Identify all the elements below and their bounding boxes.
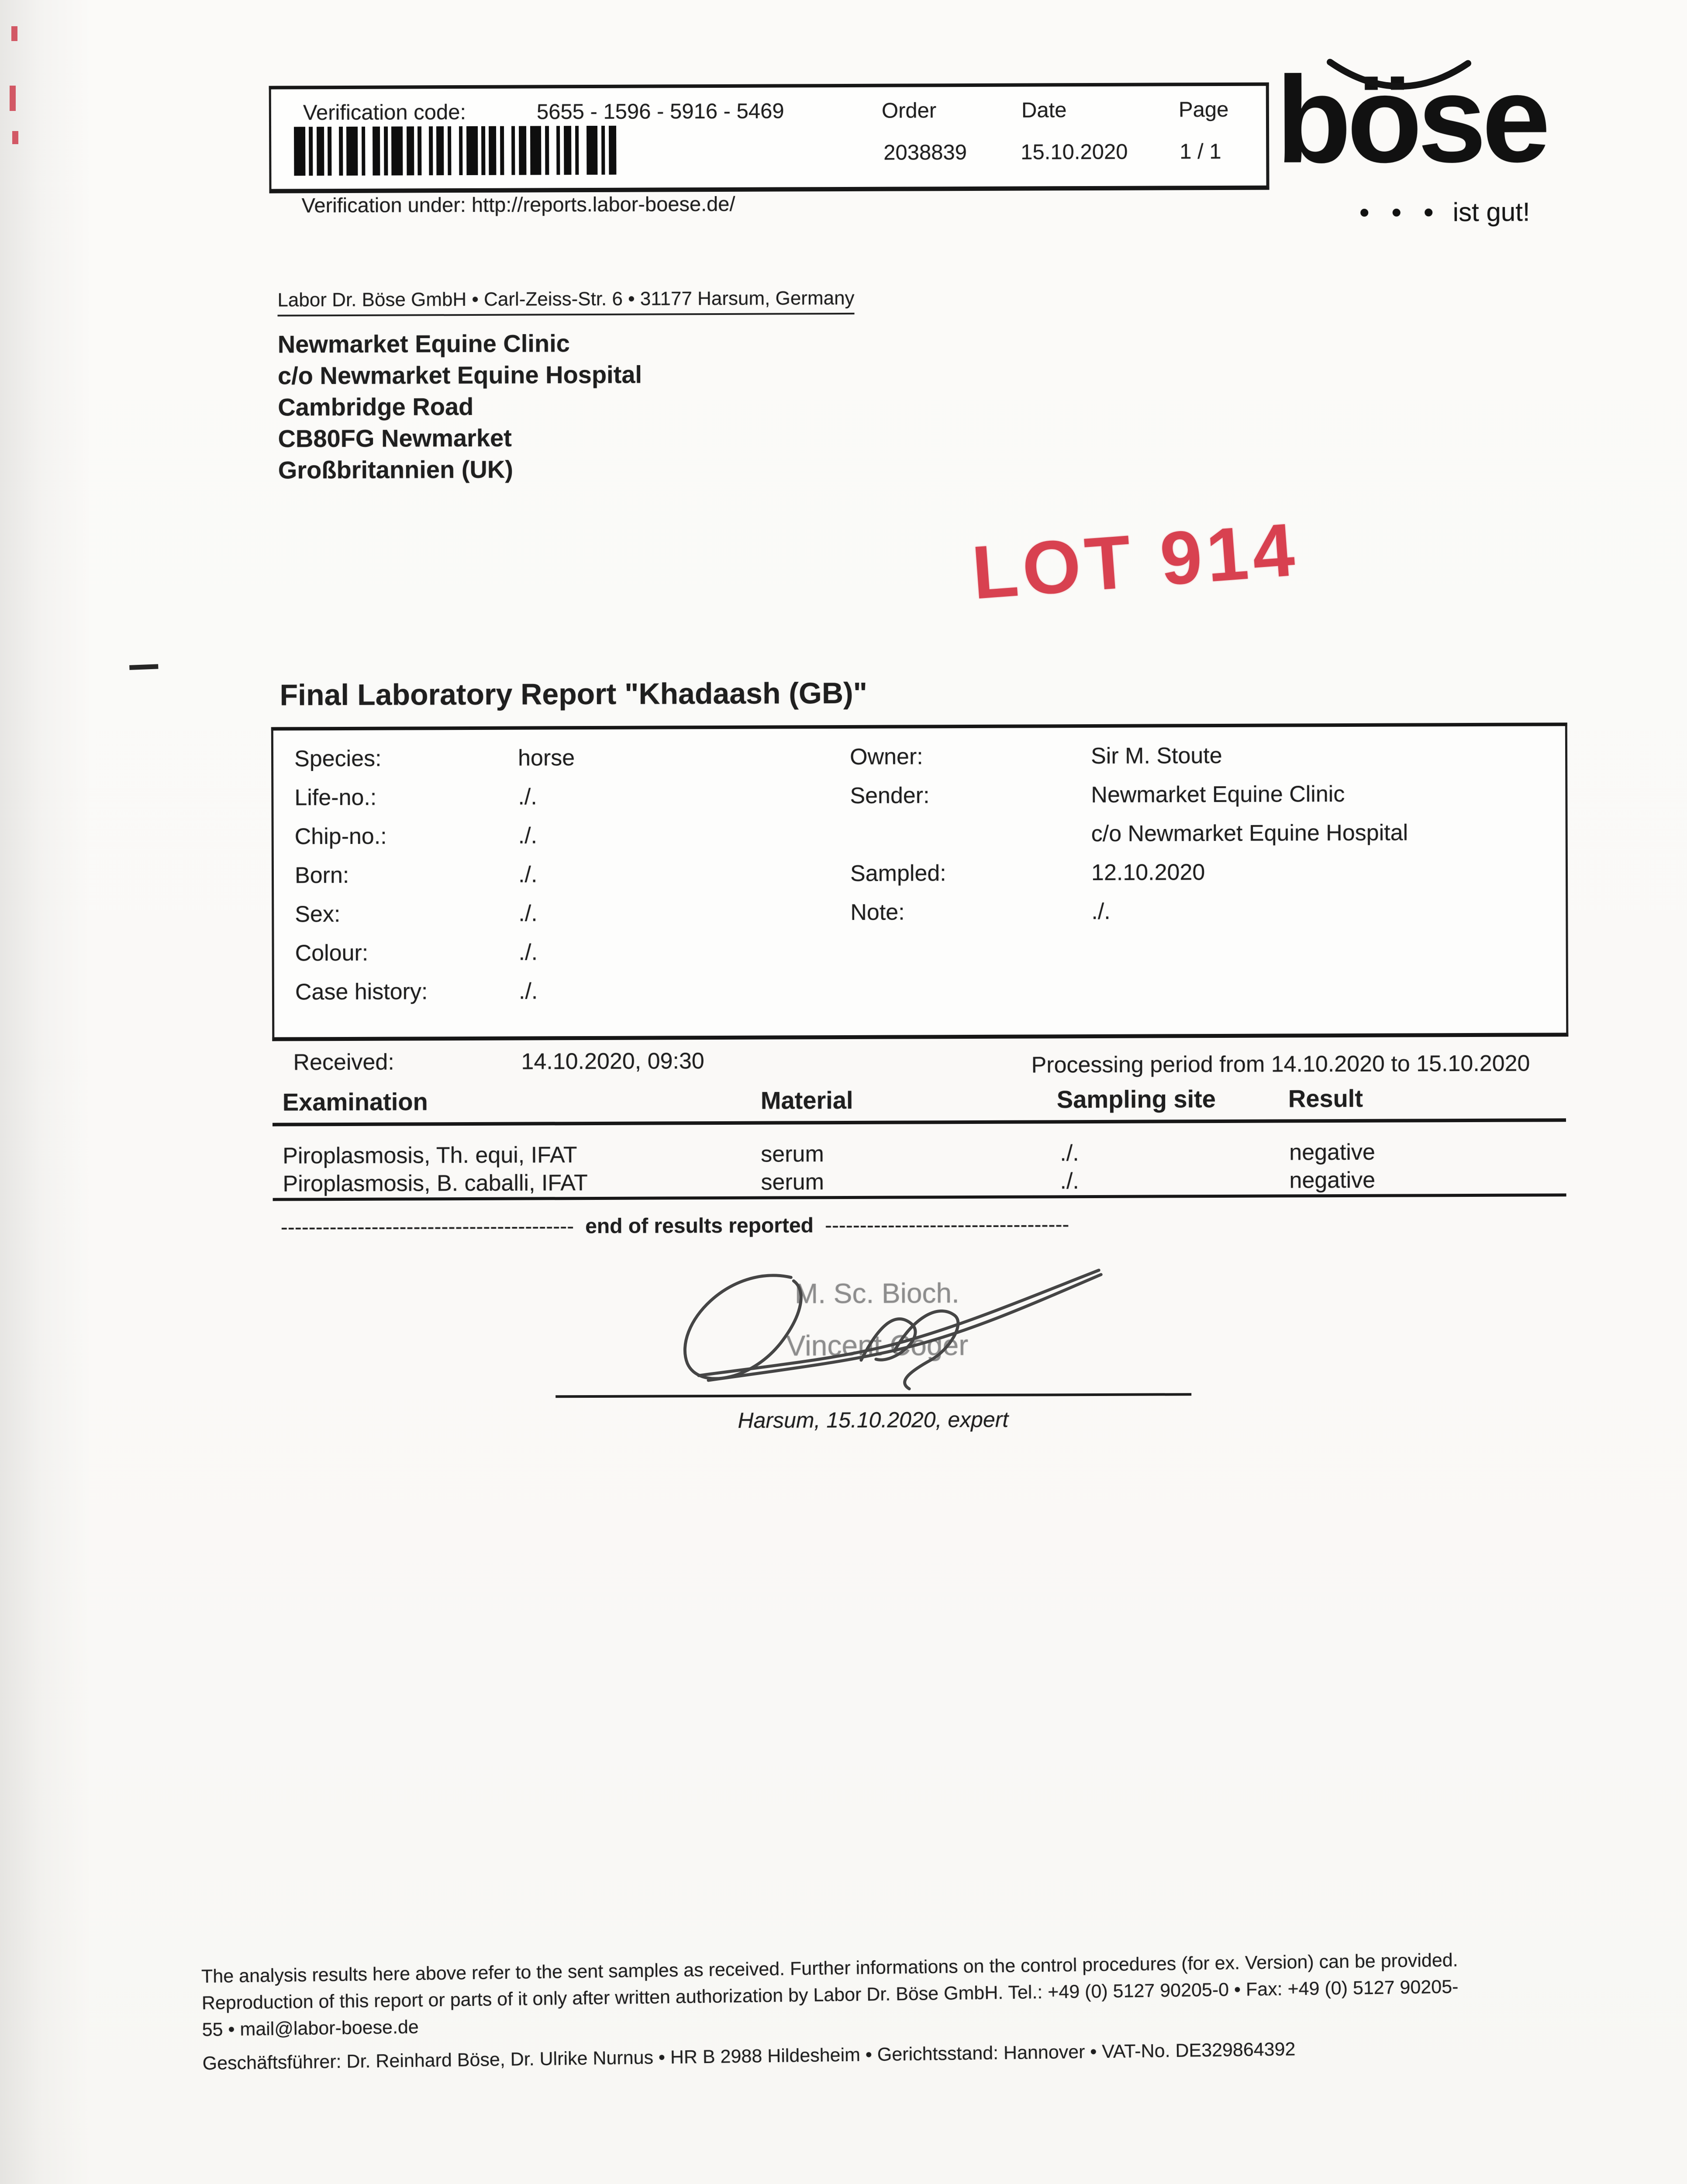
info-value: ./. xyxy=(518,940,538,965)
smile-arc-icon xyxy=(1325,45,1473,111)
sampling-site-cell: ./. xyxy=(1060,1168,1079,1194)
info-value: horse xyxy=(517,745,575,771)
received-value: 14.10.2020, 09:30 xyxy=(521,1048,704,1075)
tagline-text: ist gut! xyxy=(1452,197,1530,227)
verification-code-value: 5655 - 1596 - 5916 - 5469 xyxy=(536,99,784,124)
info-label: Born: xyxy=(294,862,349,888)
page-label: Page xyxy=(1178,97,1229,122)
recipient-line: c/o Newmarket Equine Hospital xyxy=(277,360,642,390)
results-header-row xyxy=(1,1083,1687,1116)
info-value: 12.10.2020 xyxy=(1091,860,1205,886)
signer-name: Vincent Coger xyxy=(786,1329,969,1362)
patient-info-box xyxy=(271,722,1568,1041)
info-label: Sex: xyxy=(295,902,341,927)
result-cell: negative xyxy=(1289,1139,1375,1165)
info-label: Colour: xyxy=(295,940,369,966)
end-of-results-text: end of results reported xyxy=(585,1214,814,1238)
received-label: Received: xyxy=(293,1049,394,1075)
barcode xyxy=(294,126,616,176)
logo-tagline xyxy=(1359,195,1530,229)
handwritten-lot-annotation: LOT 914 xyxy=(969,507,1302,615)
footer-disclaimer xyxy=(201,1946,1517,2077)
info-value: ./. xyxy=(518,823,538,849)
info-value: ./. xyxy=(1091,898,1111,925)
recipient-address xyxy=(278,328,642,486)
recipient-line: Newmarket Equine Clinic xyxy=(277,329,570,358)
examination-cell: Piroplasmosis, B. caballi, IFAT xyxy=(283,1170,588,1197)
footer-line: 55 • mail@labor-boese.de xyxy=(202,2016,419,2041)
info-value: ./. xyxy=(518,978,538,1004)
column-header: Result xyxy=(1288,1084,1363,1113)
signature-caption: Harsum, 15.10.2020, expert xyxy=(738,1407,1009,1433)
signature-scribble xyxy=(647,1249,1128,1400)
footer-line: The analysis results here above refer to the sent samples as received. Further informations on the control procedures (for ex. Version) can be provided. xyxy=(201,1949,1458,1987)
order-label: Order xyxy=(881,99,937,123)
footer-company-line: Geschäftsführer: Dr. Reinhard Böse, Dr. Ulrike Nurnus • HR B 2988 Hildesheim • Gerichtsstand: Hannover • VAT-No. DE329864392 xyxy=(202,2039,1296,2074)
examination-cell: Piroplasmosis, Th. equi, IFAT xyxy=(283,1142,577,1169)
info-value: ./. xyxy=(518,862,538,888)
end-of-results-line xyxy=(281,1212,1381,1240)
table-row xyxy=(1,1138,1687,1169)
info-value: Sir M. Stoute xyxy=(1090,743,1222,769)
column-header: Sampling site xyxy=(1056,1085,1216,1113)
table-row xyxy=(1,1166,1687,1197)
info-label: Note: xyxy=(850,899,905,925)
info-row xyxy=(273,741,1565,776)
recipient-line: Großbritannien (UK) xyxy=(278,455,514,484)
verification-code-label: Verification code: xyxy=(303,100,466,125)
sampling-site-cell: ./. xyxy=(1060,1140,1079,1166)
logo-wordmark: böse xyxy=(1276,50,1546,189)
dash-run: ----------------------------------- xyxy=(825,1213,1069,1237)
info-label: Species: xyxy=(294,746,382,772)
material-cell: serum xyxy=(761,1141,824,1167)
dash-run: ------------------------------------------ xyxy=(280,1215,574,1239)
info-value: c/o Newmarket Equine Hospital xyxy=(1091,820,1408,847)
table-rule xyxy=(273,1118,1566,1126)
info-value: Newmarket Equine Clinic xyxy=(1091,781,1345,808)
info-label: Life-no.: xyxy=(294,784,377,811)
column-header: Examination xyxy=(282,1088,428,1116)
info-row xyxy=(274,819,1566,854)
report-title: Final Laboratory Report "Khadaash (GB)" xyxy=(279,676,867,712)
signer-degree: M. Sc. Bioch. xyxy=(794,1277,959,1310)
info-row xyxy=(274,897,1566,932)
info-row xyxy=(274,936,1566,971)
date-value: 15.10.2020 xyxy=(1021,140,1128,164)
info-label: Case history: xyxy=(295,979,428,1005)
processing-period: Processing period from 14.10.2020 to 15.10.2020 xyxy=(1031,1051,1530,1078)
tagline-dots-icon: • • • xyxy=(1359,196,1441,228)
date-label: Date xyxy=(1021,98,1067,122)
boese-logo xyxy=(1276,50,1564,203)
info-label: Chip-no.: xyxy=(294,823,387,850)
info-row xyxy=(273,780,1565,815)
info-value: ./. xyxy=(518,901,538,926)
recipient-line: Cambridge Road xyxy=(278,392,474,421)
result-cell: negative xyxy=(1289,1167,1376,1193)
fold-mark xyxy=(129,664,158,670)
verification-box xyxy=(269,83,1270,194)
column-header: Material xyxy=(760,1086,853,1114)
page-value: 1 / 1 xyxy=(1180,139,1221,164)
lab-sender-line: Labor Dr. Böse GmbH • Carl-Zeiss-Str. 6 • 31177 Harsum, Germany xyxy=(277,287,854,317)
info-label: Owner: xyxy=(849,744,923,770)
info-value: ./. xyxy=(518,784,537,810)
order-value: 2038839 xyxy=(883,141,967,165)
info-label: Sampled: xyxy=(850,860,946,886)
material-cell: serum xyxy=(761,1169,825,1195)
verification-url-line: Verification under: http://reports.labor-boese.de/ xyxy=(301,192,735,217)
info-label: Sender: xyxy=(850,783,930,809)
footer-line: Reproduction of this report or parts of it only after written authorization by Labor Dr. Böse GmbH. Tel.: +49 (0) 5127 90205-0 • Fax: +49 (0) 5127 90205- xyxy=(201,1976,1459,2014)
recipient-line: CB80FG Newmarket xyxy=(278,424,512,453)
info-row xyxy=(274,858,1566,893)
received-row xyxy=(0,1044,1687,1078)
info-row xyxy=(274,975,1566,1009)
